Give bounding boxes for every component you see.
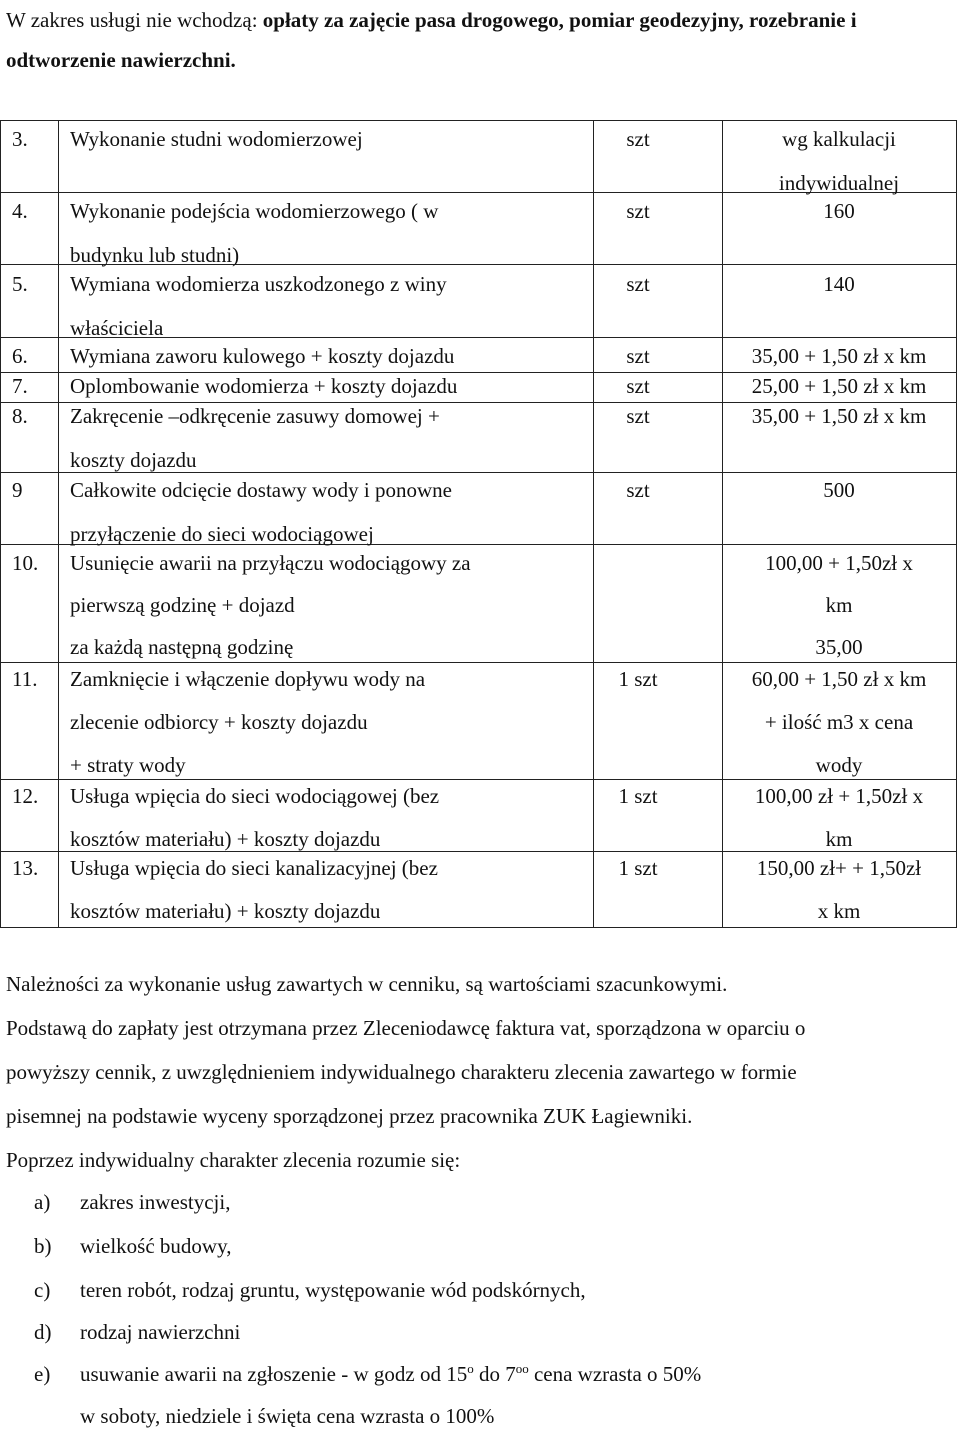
row-price: wody	[815, 753, 863, 777]
list-item	[80, 1322, 240, 1343]
row-price: x km	[817, 899, 861, 923]
row-description: pierwszą godzinę + dojazd	[70, 593, 295, 617]
table-border-top	[0, 120, 957, 121]
list-item-text: do 7	[473, 1362, 516, 1386]
row-unit: szt	[626, 199, 650, 223]
list-item	[80, 1192, 230, 1213]
row-price: 100,00 + 1,50zł x	[765, 551, 913, 575]
list-letter: a)	[34, 1190, 51, 1214]
list-item-text: teren robót, rodzaj gruntu, występowanie wód podskórnych,	[80, 1278, 586, 1302]
row-description: zlecenie odbiorcy + koszty dojazdu	[70, 710, 368, 734]
row-price: 140	[823, 272, 855, 296]
note-paragraph: pisemnej na podstawie wyceny sporządzonej przez pracownika ZUK Łagiewniki.	[6, 1104, 693, 1128]
row-description: Wykonanie studni wodomierzowej	[70, 127, 363, 151]
hour-superscript: o	[467, 1361, 474, 1376]
row-description: Usunięcie awarii na przyłączu wodociągowy za	[70, 551, 471, 575]
row-number: 11.	[12, 667, 38, 691]
row-unit: szt	[626, 127, 650, 151]
row-price: 60,00 + 1,50 zł x km	[751, 667, 927, 691]
row-description: Wykonanie podejścia wodomierzowego ( w	[70, 199, 439, 223]
row-number: 12.	[12, 784, 39, 808]
row-number: 6.	[12, 344, 28, 368]
row-price: km	[825, 593, 853, 617]
row-unit: szt	[626, 272, 650, 296]
row-description: Wymiana wodomierza uszkodzonego z winy	[70, 272, 447, 296]
list-item-text: zakres inwestycji,	[80, 1190, 231, 1214]
table-column-divider	[593, 120, 594, 927]
list-item-text: wielkość budowy,	[80, 1234, 232, 1258]
list-item-text: cena wzrasta o 50%	[528, 1362, 702, 1386]
row-description: kosztów materiału) + koszty dojazdu	[70, 899, 381, 923]
row-price: wg kalkulacji	[782, 127, 896, 151]
table-row-divider	[0, 851, 957, 852]
row-price: km	[825, 827, 853, 851]
row-description: koszty dojazdu	[70, 448, 197, 472]
list-item	[80, 1361, 702, 1386]
table-row-divider	[0, 927, 957, 928]
table-column-divider	[58, 120, 59, 927]
row-description: Zamknięcie i włączenie dopływu wody na	[70, 667, 426, 691]
list-item-text: usuwanie awarii na zgłoszenie - w godz od 15	[80, 1362, 468, 1386]
row-unit: szt	[626, 344, 650, 368]
row-price: 35,00	[815, 635, 863, 659]
row-price: 500	[823, 478, 855, 502]
row-number: 8.	[12, 404, 28, 428]
note-paragraph: Należności za wykonanie usług zawartych w cenniku, są wartościami szacunkowymi.	[6, 972, 728, 996]
list-item-continuation: w soboty, niedziele i święta cena wzrasta o 100%	[80, 1404, 495, 1428]
row-price: 160	[823, 199, 855, 223]
row-price: 35,00 + 1,50 zł x km	[751, 404, 927, 428]
list-letter: e)	[34, 1362, 51, 1386]
row-description: + straty wody	[70, 753, 186, 777]
row-price: + ilość m3 x cena	[764, 710, 914, 734]
list-letter: d)	[34, 1320, 52, 1344]
note-paragraph: powyższy cennik, z uwzględnieniem indywidualnego charakteru zlecenia zawartego w formie	[6, 1060, 797, 1084]
list-item	[80, 1236, 231, 1257]
row-description: kosztów materiału) + koszty dojazdu	[70, 827, 381, 851]
row-description: za każdą następną godzinę	[70, 635, 294, 659]
row-description: przyłączenie do sieci wodociągowej	[70, 522, 374, 546]
row-price: 25,00 + 1,50 zł x km	[751, 374, 927, 398]
note-paragraph: Poprzez indywidualny charakter zlecenia rozumie się:	[6, 1148, 461, 1172]
list-letter: c)	[34, 1278, 51, 1302]
row-description: Oplombowanie wodomierza + koszty dojazdu	[70, 374, 458, 398]
row-description: Zakręcenie –odkręcenie zasuwy domowej +	[70, 404, 440, 428]
row-number: 7.	[12, 374, 28, 398]
table-border-right	[956, 120, 957, 927]
intro-note	[6, 0, 946, 80]
row-number: 13.	[12, 856, 39, 880]
table-row-divider	[0, 779, 957, 780]
list-item	[80, 1280, 586, 1301]
row-number: 9	[12, 478, 23, 502]
table-row-divider	[0, 372, 957, 373]
note-paragraph: Podstawą do zapłaty jest otrzymana przez Zleceniodawcę faktura vat, sporządzona w oparciu o	[6, 1016, 806, 1040]
table-border-left	[0, 120, 1, 927]
list-letter: b)	[34, 1234, 52, 1258]
table-row-divider	[0, 662, 957, 663]
row-unit: szt	[626, 404, 650, 428]
intro-excluded-items: opłaty za zajęcie pasa drogowego, pomiar geodezyjny, rozebranie i odtworzenie nawierzchni.	[6, 8, 857, 72]
row-unit: szt	[626, 478, 650, 502]
row-description: Całkowite odcięcie dostawy wody i ponowne	[70, 478, 452, 502]
intro-prefix: W zakres usługi nie wchodzą:	[6, 8, 263, 32]
row-description: Usługa wpięcia do sieci wodociągowej (bez	[70, 784, 440, 808]
row-price: indywidualnej	[778, 171, 900, 195]
row-price: 100,00 zł + 1,50zł x	[754, 784, 924, 808]
row-unit: 1 szt	[618, 667, 658, 691]
row-price: 35,00 + 1,50 zł x km	[751, 344, 927, 368]
row-number: 3.	[12, 127, 28, 151]
row-description: budynku lub studni)	[70, 243, 240, 267]
row-description: Usługa wpięcia do sieci kanalizacyjnej (bez	[70, 856, 438, 880]
list-item-text: rodzaj nawierzchni	[80, 1320, 241, 1344]
row-price: 150,00 zł+ + 1,50zł	[756, 856, 922, 880]
table-row-divider	[0, 402, 957, 403]
row-description: Wymiana zaworu kulowego + koszty dojazdu	[70, 344, 455, 368]
row-unit: 1 szt	[618, 856, 658, 880]
row-unit: szt	[626, 374, 650, 398]
row-description: właściciela	[70, 316, 164, 340]
row-unit: 1 szt	[618, 784, 658, 808]
hour-superscript: oo	[515, 1361, 529, 1376]
row-number: 10.	[12, 551, 39, 575]
table-row-divider	[0, 472, 957, 473]
row-number: 4.	[12, 199, 28, 223]
row-number: 5.	[12, 272, 28, 296]
